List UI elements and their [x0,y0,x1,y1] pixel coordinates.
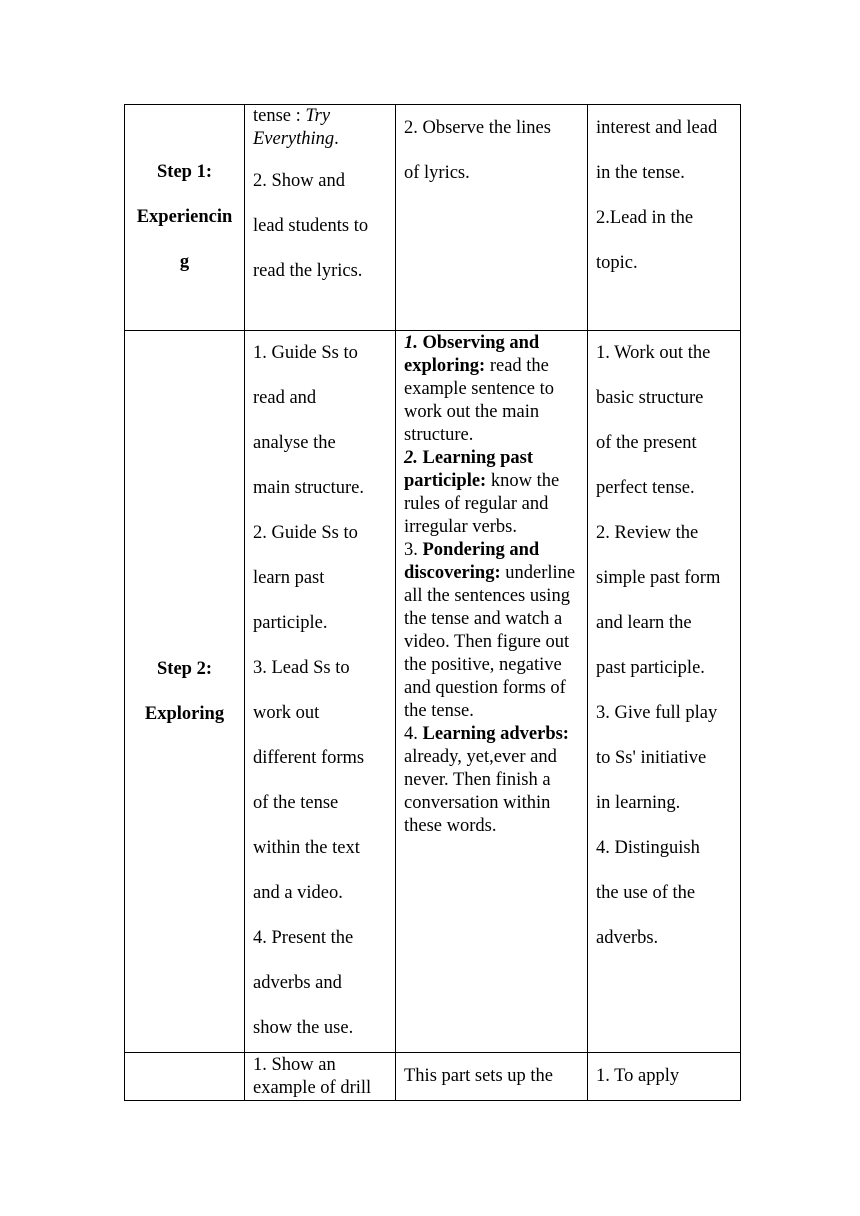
teacher-activity-cell [245,105,396,331]
student-activity-cell [396,331,588,1053]
student-line: 2. Observe the lines [404,118,551,138]
teacher-line: lead students to [253,216,369,236]
step-name-wrap: g [179,252,190,272]
teacher-line: show the use. [253,1018,354,1038]
step-name: Exploring [144,703,225,724]
student-item-4 [404,723,581,838]
teacher-line: 2. Show and [253,171,345,191]
purpose-line: in the tense. [596,163,685,183]
purpose-line: interest and lead [596,118,718,138]
teacher-line: adverbs and [253,973,342,993]
teacher-line: 4. Present the [253,928,354,948]
teacher-line: 1. Guide Ss to [253,343,358,363]
item-number: 4. [404,724,418,744]
teacher-line: analyse the [253,433,336,453]
table-row-step-2 [125,331,741,1053]
purpose-line: 3. Give full play [596,703,718,723]
purpose-line: and learn the [596,613,692,633]
purpose-line: 2.Lead in the [596,208,694,228]
purpose-line: topic. [596,253,638,273]
purpose-line: to Ss' initiative [596,748,707,768]
purpose-line: the use of the [596,883,696,903]
item-text: read the example sentence to work out the main structure. [404,356,554,445]
item-number: 3. [404,540,418,560]
purpose-line: in learning. [596,793,681,813]
purpose-line: basic structure [596,388,704,408]
purpose-line: 1. Work out the [596,343,711,363]
purpose-line: 4. Distinguish [596,838,700,858]
step-label: Step 2: [157,658,212,679]
step-label: Step 1: [157,162,212,182]
item-number: 1. [404,333,418,353]
teacher-line: main structure. [253,478,364,498]
item-text: know the rules of regular and irregular verbs. [404,471,560,537]
teacher-line: of the tense [253,793,339,813]
teacher-line: read and [253,388,317,408]
table-row-step-1 [125,105,741,331]
teacher-line: read the lyrics. [253,261,363,281]
teacher-line: 3. Lead Ss to [253,658,350,678]
table-row-step-3 [125,1053,741,1101]
purpose-cell [588,1053,741,1101]
student-item-2 [404,447,581,539]
teacher-line: work out [253,703,320,723]
item-text: underline all the sentences using the tense and watch a video. Then figure out the positive, negative and question forms of the tense. [404,563,576,721]
student-line: This part sets up the [404,1066,554,1086]
item-text: already, yet,ever and never. Then finish a conversation within these words. [404,747,557,836]
student-line: of lyrics. [404,163,470,183]
step-3-cell [125,1053,245,1101]
step-1-cell [125,105,245,331]
purpose-line: of the present [596,433,697,453]
teacher-activity-cell [245,331,396,1053]
purpose-line: past participle. [596,658,705,678]
teacher-line: different forms [253,748,365,768]
purpose-line: 2. Review the [596,523,699,543]
teacher-line: example of drill [253,1078,372,1098]
teacher-activity-cell [245,1053,396,1101]
teacher-text-end: . [334,129,339,149]
purpose-line: adverbs. [596,928,659,948]
song-title: Try Everything [253,106,335,149]
student-item-3 [404,539,581,723]
purpose-line: 1. To apply [596,1066,680,1086]
student-activity-cell [396,1053,588,1101]
student-item-1 [404,332,581,447]
teacher-line: 2. Guide Ss to [253,523,358,543]
teacher-line: learn past [253,568,325,588]
step-name: Experiencin [136,207,233,227]
item-heading: Observing and exploring: [404,333,540,376]
item-heading: Pondering and discovering: [404,540,540,583]
purpose-line: simple past form [596,568,721,588]
step-2-cell [125,331,245,1053]
teacher-line: 1. Show an [253,1055,336,1075]
item-number: 2. [404,448,418,468]
purpose-cell [588,105,741,331]
lesson-plan-table [124,104,741,1101]
teacher-text: tense : [253,106,306,126]
item-heading: Learning adverbs: [422,724,569,744]
teacher-line [253,105,389,151]
item-heading: Learning past participle: [404,448,534,491]
teacher-line: participle. [253,613,328,633]
purpose-line: perfect tense. [596,478,695,498]
purpose-cell [588,331,741,1053]
student-activity-cell [396,105,588,331]
teacher-line: within the text [253,838,360,858]
teacher-line: and a video. [253,883,343,903]
